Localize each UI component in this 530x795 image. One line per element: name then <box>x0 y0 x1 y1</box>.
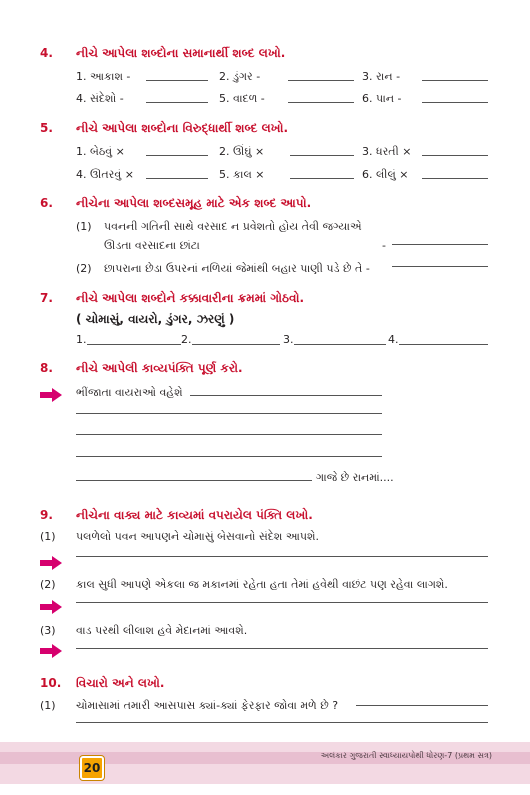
q5-item-1: 1. બેઠવું × <box>76 145 125 158</box>
q7-answer-line-3[interactable] <box>294 344 386 345</box>
q7-title: નીચે આપેલા શબ્દોને કક્કાવારીના ક્રમમાં ગોઠવો. <box>76 291 305 305</box>
q8-answer-line-2[interactable] <box>76 413 382 414</box>
q5-item-5: 5. કાલ × <box>219 168 265 181</box>
q4-answer-line-1[interactable] <box>146 80 208 81</box>
q9-marker-3: (3) <box>40 624 56 637</box>
q6-marker-1: (1) <box>76 220 92 233</box>
q8-answer-line-1[interactable] <box>190 395 382 396</box>
q4-item-3: 3. રાન - <box>362 70 401 83</box>
q7-blank-label-3: 3. <box>283 333 294 346</box>
q10-title: વિચારો અને લખો. <box>76 676 165 690</box>
q6-item-1-dash: - <box>382 239 386 252</box>
q5-answer-line-5[interactable] <box>290 178 354 179</box>
q9-item-2-text: કાલ સુધી આપણે એકલા જ મકાનમાં રહેતા હતા તેમાં હવેથી વાછંટ પણ રહેવા લાગશે. <box>76 578 448 591</box>
q6-title: નીચેના આપેલા શબ્દસમૂહ માટે એક શબ્દ આપો. <box>76 196 312 210</box>
q7-word-list: ( ચોમાસું, વાયરો, ડુંગર, ઝરણું ) <box>76 312 235 326</box>
q4-item-1: 1. આકાશ - <box>76 70 131 83</box>
q9-number: 9. <box>40 508 53 522</box>
q9-title: નીચેના વાક્ય માટે કાવ્યમાં વપરાયેલ પંક્તિ લખો. <box>76 508 313 522</box>
q7-blank-label-4: 4. <box>388 333 399 346</box>
q4-answer-line-2[interactable] <box>288 80 354 81</box>
arrow-icon <box>40 644 62 658</box>
q8-answer-line-3[interactable] <box>76 434 382 435</box>
q6-answer-line-2[interactable] <box>392 266 488 267</box>
q7-answer-line-1[interactable] <box>87 344 181 345</box>
q5-item-3: 3. ધરતી × <box>362 145 412 158</box>
q9-marker-1: (1) <box>40 530 56 543</box>
q5-item-4: 4. ઊતરવું × <box>76 168 134 181</box>
page-number: 20 <box>80 756 104 780</box>
q5-number: 5. <box>40 121 53 135</box>
q5-answer-line-1[interactable] <box>146 155 208 156</box>
q7-blank-label-1: 1. <box>76 333 87 346</box>
q4-answer-line-3[interactable] <box>422 80 488 81</box>
q6-marker-2: (2) <box>76 262 92 275</box>
q4-answer-line-6[interactable] <box>422 102 488 103</box>
q6-number: 6. <box>40 196 53 210</box>
q4-item-4: 4. સંદેશો - <box>76 92 124 105</box>
q5-answer-line-4[interactable] <box>146 178 208 179</box>
q9-item-1-text: પલળેલો પવન આપણને ચોમાસું બેસવાનો સંદેશ આપશે. <box>76 530 319 543</box>
q5-answer-line-3[interactable] <box>422 155 488 156</box>
arrow-icon <box>40 600 62 614</box>
q6-answer-line-1[interactable] <box>392 244 488 245</box>
q4-number: 4. <box>40 46 53 60</box>
q8-answer-line-4[interactable] <box>76 456 382 457</box>
q6-item-2-text: છાપરાના છેડા ઉપરનાં નળિયાં જેમાંથી બહાર પાણી પડે છે તે - <box>104 262 370 275</box>
q4-item-6: 6. પાન - <box>362 92 402 105</box>
q10-marker: (1) <box>40 699 56 712</box>
q7-answer-line-4[interactable] <box>399 344 488 345</box>
q4-answer-line-4[interactable] <box>146 102 208 103</box>
arrow-icon <box>40 556 62 570</box>
q8-poem-end: ગાજે છે રાનમાં.... <box>316 471 394 484</box>
q10-number: 10. <box>40 676 62 690</box>
q5-item-6: 6. લીલું × <box>362 168 409 181</box>
q4-item-2: 2. ડુંગર - <box>219 70 261 83</box>
q8-answer-line-5[interactable] <box>76 480 312 481</box>
q5-answer-line-2[interactable] <box>290 155 354 156</box>
q9-answer-line-1[interactable] <box>76 556 488 557</box>
q5-answer-line-6[interactable] <box>422 178 488 179</box>
q10-answer-line-1[interactable] <box>356 705 488 706</box>
q9-marker-2: (2) <box>40 578 56 591</box>
q6-item-1-line1: પવનની ગતિની સાથે વરસાદ ન પ્રવેશતો હોય તેવી જગ્યાએ <box>104 220 362 233</box>
footer-book-title: અલંકાર ગુજરાતી સ્વાધ્યાયપોથી ધોરણ-7 (પ્રથમ સત્ર) <box>320 751 492 760</box>
q5-item-2: 2. ઊંઘું × <box>219 145 265 158</box>
q9-answer-line-3[interactable] <box>76 648 488 649</box>
q8-number: 8. <box>40 361 53 375</box>
q4-item-5: 5. વાદળ - <box>219 92 265 105</box>
q8-title: નીચે આપેલી કાવ્યપંક્તિ પૂર્ણ કરો. <box>76 361 243 375</box>
q4-title: નીચે આપેલા શબ્દોના સમાનાર્થી શબ્દ લખો. <box>76 46 286 60</box>
q7-answer-line-2[interactable] <box>192 344 280 345</box>
q9-item-3-text: વાડ પરથી લીલાશ હવે મેદાનમાં આવશે. <box>76 624 248 637</box>
q5-title: નીચે આપેલા શબ્દોના વિરુદ્ધાર્થી શબ્દ લખો. <box>76 121 289 135</box>
q4-answer-line-5[interactable] <box>288 102 354 103</box>
q9-answer-line-2[interactable] <box>76 602 488 603</box>
q7-blank-label-2: 2. <box>181 333 192 346</box>
q10-question-text: ચોમાસામાં તમારી આસપાસ ક્યાં-ક્યાં ફેરફાર જોવા મળે છે ? <box>76 699 339 712</box>
q10-answer-line-2[interactable] <box>76 722 488 723</box>
q6-item-1-line2: ઊડતા વરસાદના છાંટા <box>104 239 200 252</box>
q8-poem-start: ભીંજાતા વાયરાઓ વહેશે <box>76 386 183 399</box>
arrow-icon <box>40 388 62 402</box>
q7-number: 7. <box>40 291 53 305</box>
